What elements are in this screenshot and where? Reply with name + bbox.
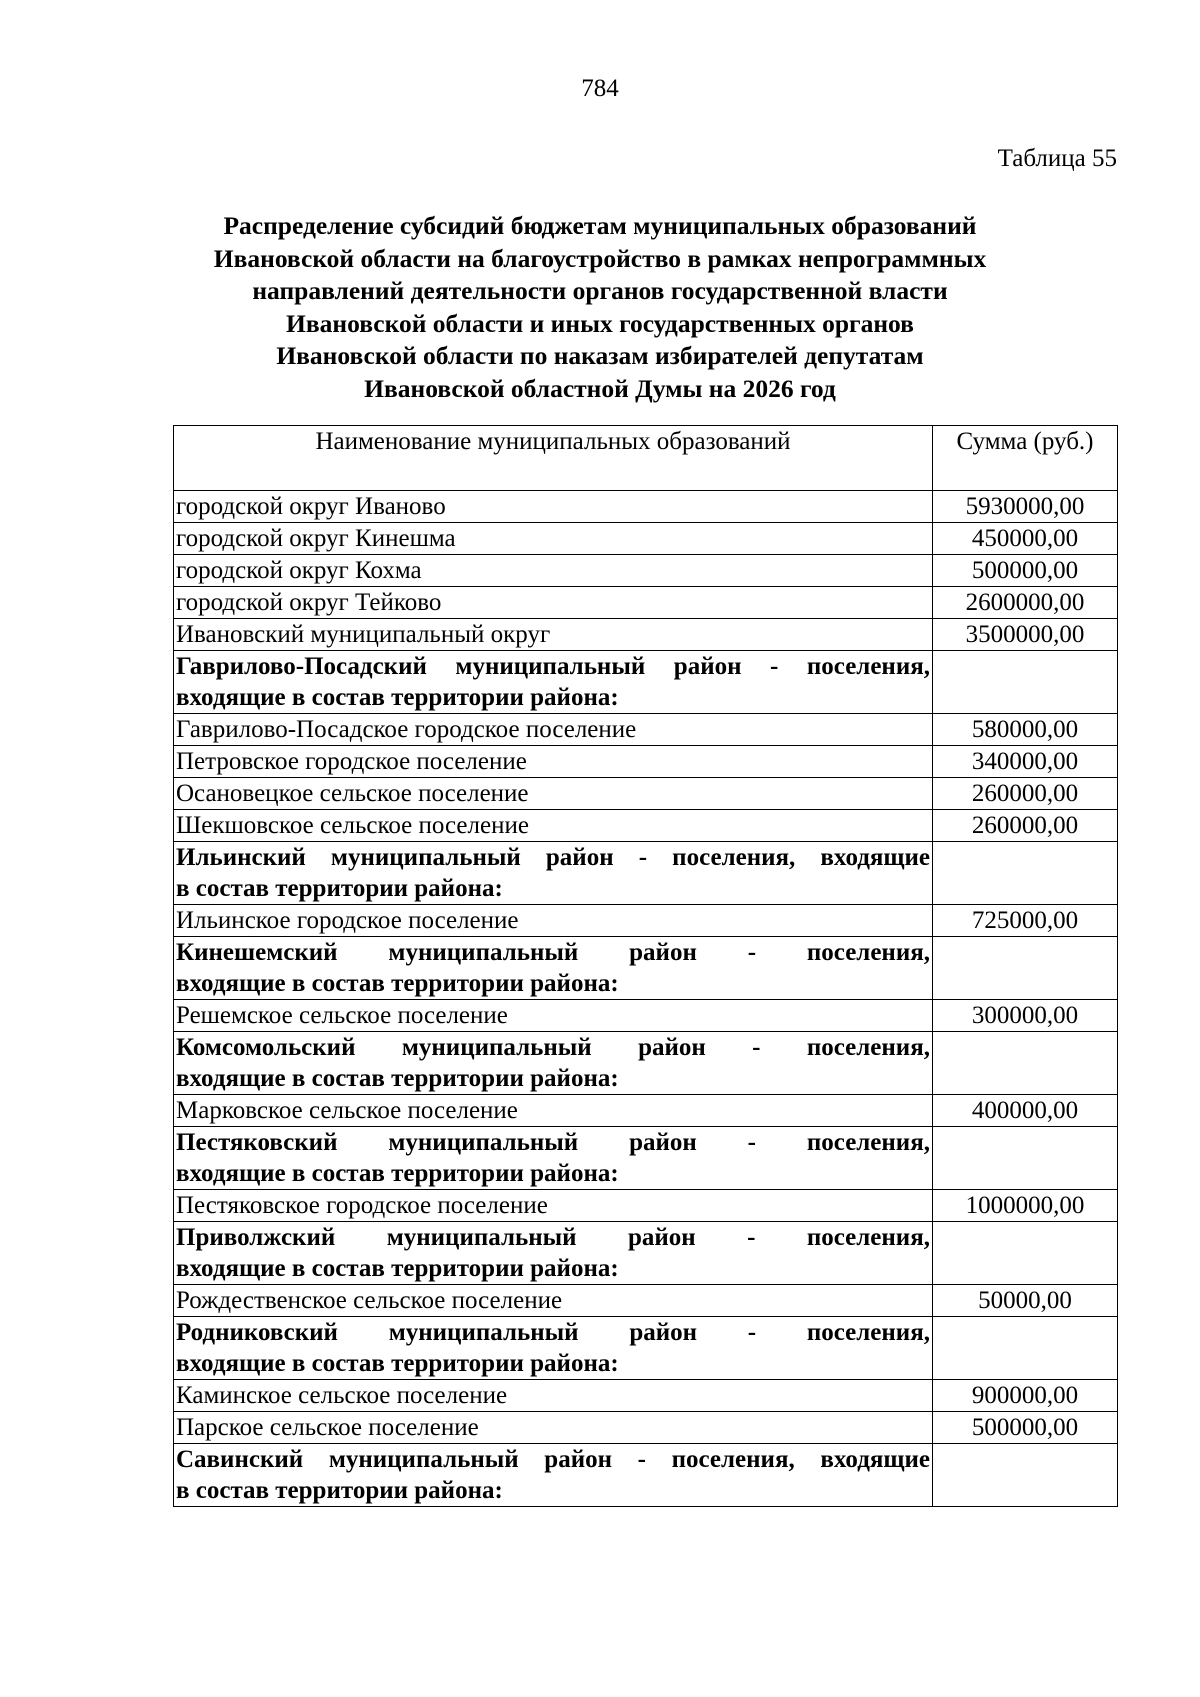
subsidy-amount: 450000,00 — [933, 523, 1118, 555]
group-header-name — [174, 651, 933, 714]
municipality-name: Ильинское городское поселение — [174, 905, 933, 937]
municipality-name: Каминское сельское поселение — [174, 1380, 933, 1412]
title-line-6: Ивановской областной Думы на 2026 год — [364, 373, 836, 403]
group-header-line-1: Комсомольский муниципальный район - поселения, — [176, 1034, 930, 1061]
table-row — [174, 491, 1118, 523]
header-municipality-name: Наименование муниципальных образований — [174, 426, 933, 491]
subsidy-amount: 50000,00 — [933, 1285, 1118, 1317]
group-header-line-1: Савинский муниципальный район - поселения, входящие — [176, 1446, 930, 1473]
table-row — [174, 523, 1118, 555]
table-row — [174, 746, 1118, 778]
group-header-line-1: Родниковский муниципальный район - поселения, — [176, 1319, 930, 1346]
subsidy-amount: 5930000,00 — [933, 491, 1118, 523]
group-header-row — [174, 1444, 1118, 1507]
group-header-amount-empty — [933, 842, 1118, 905]
municipality-name: Пестяковское городское поселение — [174, 1190, 933, 1222]
table-row — [174, 778, 1118, 810]
group-header-name — [174, 1317, 933, 1380]
municipality-name: Парское сельское поселение — [174, 1412, 933, 1444]
group-header-name — [174, 1127, 933, 1190]
header-amount: Сумма (руб.) — [933, 426, 1118, 491]
group-header-amount-empty — [933, 651, 1118, 714]
municipality-name: Ивановский муниципальный округ — [174, 619, 933, 651]
group-header-name — [174, 1444, 933, 1507]
municipality-name: Рождественское сельское поселение — [174, 1285, 933, 1317]
group-header-name — [174, 937, 933, 1000]
group-header-line-2: в состав территории района: — [176, 875, 503, 902]
group-header-line-2: входящие в состав территории района: — [176, 684, 619, 711]
table-header-row — [174, 426, 1118, 491]
group-header-row — [174, 1032, 1118, 1095]
group-header-amount-empty — [933, 1444, 1118, 1507]
group-header-row — [174, 1222, 1118, 1285]
subsidy-amount: 400000,00 — [933, 1095, 1118, 1127]
table-row — [174, 1095, 1118, 1127]
municipality-name: Решемское сельское поселение — [174, 1000, 933, 1032]
table-row — [174, 555, 1118, 587]
group-header-amount-empty — [933, 1317, 1118, 1380]
table-row — [174, 587, 1118, 619]
subsidy-amount: 3500000,00 — [933, 619, 1118, 651]
group-header-amount-empty — [933, 1127, 1118, 1190]
municipality-name: Шекшовское сельское поселение — [174, 810, 933, 842]
group-header-line-1: Приволжский муниципальный район - поселения, — [176, 1224, 930, 1251]
municipality-name: Осановецкое сельское поселение — [174, 778, 933, 810]
table-row — [174, 1285, 1118, 1317]
group-header-amount-empty — [933, 937, 1118, 1000]
subsidy-amount: 2600000,00 — [933, 587, 1118, 619]
title-line-4: Ивановской области и иных государственных органов — [286, 308, 914, 338]
group-header-line-1: Кинешемский муниципальный район - поселения, — [176, 939, 930, 966]
title-line-3: направлений деятельности органов государственной власти — [252, 276, 948, 305]
group-header-line-2: входящие в состав территории района: — [176, 1255, 619, 1282]
group-header-row — [174, 651, 1118, 714]
subsidy-amount: 340000,00 — [933, 746, 1118, 778]
subsidy-amount: 260000,00 — [933, 810, 1118, 842]
municipality-name: городской округ Тейково — [174, 587, 933, 619]
group-header-name — [174, 1032, 933, 1095]
subsidy-amount: 725000,00 — [933, 905, 1118, 937]
table-row — [174, 810, 1118, 842]
title-line-2: Ивановской области на благоустройство в рамках непрограммных — [213, 243, 987, 273]
group-header-line-2: входящие в состав территории района: — [176, 1065, 619, 1092]
group-header-line-1: Пестяковский муниципальный район - поселения, — [176, 1129, 930, 1156]
subsidy-amount: 260000,00 — [933, 778, 1118, 810]
table-body — [174, 491, 1118, 1507]
subsidy-amount: 300000,00 — [933, 1000, 1118, 1032]
table-row — [174, 714, 1118, 746]
group-header-row — [174, 1317, 1118, 1380]
subsidy-amount: 900000,00 — [933, 1380, 1118, 1412]
group-header-line-2: входящие в состав территории района: — [176, 970, 619, 997]
table-label: Таблица 55 — [997, 145, 1117, 172]
subsidy-amount: 580000,00 — [933, 714, 1118, 746]
municipality-name: городской округ Кинешма — [174, 523, 933, 555]
group-header-amount-empty — [933, 1222, 1118, 1285]
group-header-name — [174, 842, 933, 905]
table-row — [174, 1000, 1118, 1032]
table-row — [174, 619, 1118, 651]
municipality-name: городской округ Кохма — [174, 555, 933, 587]
subsidy-table — [173, 425, 1118, 1507]
document-title — [150, 210, 1050, 405]
municipality-name: городской округ Иваново — [174, 491, 933, 523]
title-line-1: Распределение субсидий бюджетам муниципальных образований — [223, 211, 977, 240]
subsidy-amount: 500000,00 — [933, 555, 1118, 587]
table-row — [174, 1380, 1118, 1412]
page-number: 784 — [581, 75, 619, 102]
group-header-line-2: в состав территории района: — [176, 1477, 503, 1504]
group-header-line-1: Ильинский муниципальный район - поселения, входящие — [176, 844, 930, 871]
municipality-name: Гаврилово-Посадское городское поселение — [174, 714, 933, 746]
group-header-name — [174, 1222, 933, 1285]
table-row — [174, 1190, 1118, 1222]
table-row — [174, 1412, 1118, 1444]
table-row — [174, 905, 1118, 937]
municipality-name: Петровское городское поселение — [174, 746, 933, 778]
subsidy-amount: 500000,00 — [933, 1412, 1118, 1444]
municipality-name: Марковское сельское поселение — [174, 1095, 933, 1127]
title-line-5: Ивановской области по наказам избирателей депутатам — [276, 341, 924, 370]
subsidy-amount: 1000000,00 — [933, 1190, 1118, 1222]
group-header-row — [174, 842, 1118, 905]
group-header-line-2: входящие в состав территории района: — [176, 1350, 619, 1377]
group-header-amount-empty — [933, 1032, 1118, 1095]
group-header-row — [174, 1127, 1118, 1190]
group-header-line-1: Гаврилово-Посадский муниципальный район - поселения, — [176, 653, 930, 680]
group-header-row — [174, 937, 1118, 1000]
group-header-line-2: входящие в состав территории района: — [176, 1160, 619, 1187]
